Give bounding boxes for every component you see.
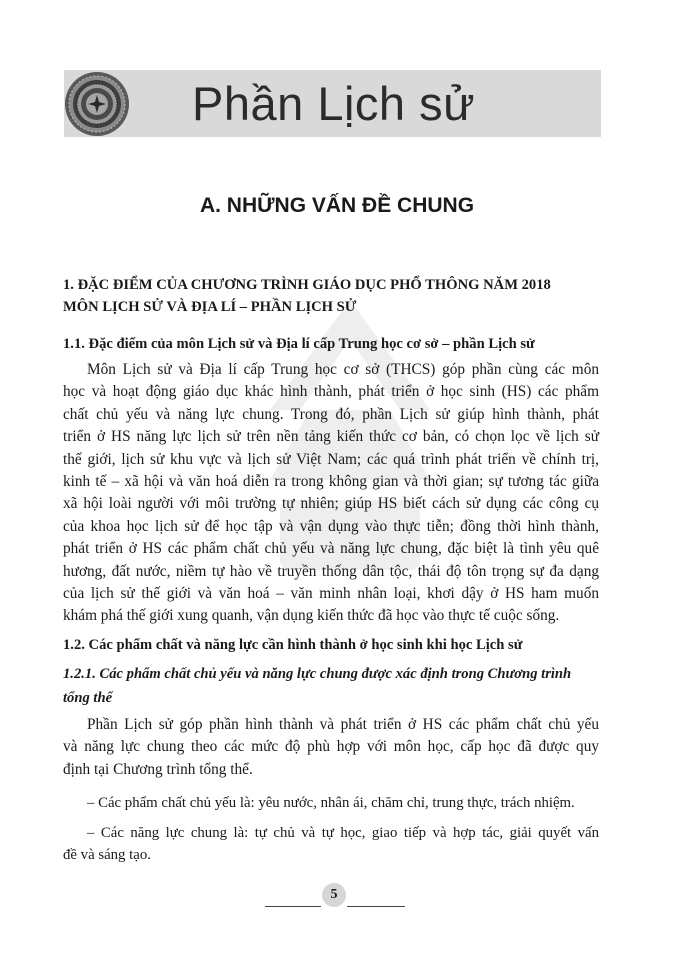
heading-1-line: MÔN LỊCH SỬ VÀ ĐỊA LÍ – PHẦN LỊCH SỬ: [63, 299, 357, 315]
bullet-qualities: – Các phẩm chất chủ yếu là: yêu nước, nhân ái, chăm chỉ, trung thực, trách nhiệm.: [87, 795, 575, 811]
paragraph-line: triển ở HS năng lực lịch sử trên nền tảng kiến thức cơ bản, có chọn lọc về lịch sử: [63, 428, 599, 446]
paragraph-line: khám phá thế giới xung quanh, vận dụng kiến thức đã học vào thực tế cuộc sống.: [63, 607, 560, 625]
heading-1-2-1-line: 1.2.1. Các phẩm chất chủ yếu và năng lực chung được xác định trong Chương trình: [63, 666, 572, 682]
footer-rule-left: [265, 906, 321, 907]
heading-1-1: 1.1. Đặc điểm của môn Lịch sử và Địa lí cấp Trung học cơ sở – phần Lịch sử: [63, 336, 535, 352]
paragraph-2: [63, 714, 599, 781]
paragraph-line: kinh tế – xã hội và văn hoá diễn ra trong không gian và thời gian; sự tương tác giữa: [63, 473, 599, 491]
bullet-competencies: [63, 822, 599, 867]
paragraph-line: của khoa học lịch sử để học tập và vận dụng vào thực tiễn; đồng thời hình thành,: [63, 517, 599, 535]
bronze-drum-emblem-icon: [64, 71, 130, 137]
footer-rule-right: [347, 906, 405, 907]
paragraph-line: và năng lực chung theo các mức độ phù hợp với môn học, cấp học đã được quy: [63, 738, 599, 756]
paragraph-line: của lịch sử thế giới và văn hoá – văn minh nhân loại, khơi dậy ở HS ham muốn: [63, 585, 599, 603]
paragraph-line: định tại Chương trình tổng thể.: [63, 760, 253, 778]
paragraph-line: thế giới, lịch sử khu vực và lịch sử Việt Nam; các quá trình phát triển về chính trị,: [63, 450, 599, 468]
paragraph-line: Môn Lịch sử và Địa lí cấp Trung học cơ sở (THCS) góp phần cùng các môn: [87, 361, 599, 378]
heading-1: [63, 274, 623, 318]
bullet-line: – Các năng lực chung là: tự chủ và tự học, giao tiếp và hợp tác, giải quyết vấn: [87, 825, 599, 841]
paragraph-line: hương, đất nước, niềm tự hào về truyền thống dân tộc, thái độ tôn trọng sự đa dạng: [63, 562, 599, 580]
heading-1-line: 1. ĐẶC ĐIỂM CỦA CHƯƠNG TRÌNH GIÁO DỤC PHỔ THÔNG NĂM 2018: [63, 277, 551, 293]
part-title: Phần Lịch sử: [192, 77, 476, 130]
page-number: 5: [322, 883, 346, 907]
bullet-line: đề và sáng tạo.: [63, 847, 151, 864]
paragraph-1: [63, 359, 599, 628]
heading-1-2: 1.2. Các phẩm chất và năng lực cần hình thành ở học sinh khi học Lịch sử: [63, 637, 523, 653]
paragraph-line: học và hoạt động giáo dục khác hình thành, phát triển ở học sinh (HS) các phẩm: [63, 383, 599, 401]
paragraph-line: xã hội loài người với môi trường tự nhiên; giúp HS biết cách sử dụng các công cụ: [63, 495, 599, 513]
paragraph-line: Phần Lịch sử góp phần hình thành và phát triển ở HS các phẩm chất chủ yếu: [87, 716, 599, 733]
paragraph-line: phát triển ở HS các phẩm chất chủ yếu và năng lực chung, đặc biệt là tình yêu quê: [63, 540, 599, 558]
heading-1-2-1-line: tổng thể: [63, 690, 113, 706]
heading-1-2-1: [63, 662, 599, 710]
section-title: A. NHỮNG VẤN ĐỀ CHUNG: [199, 194, 475, 217]
paragraph-line: chất chủ yếu và năng lực chung. Trong đó, phần Lịch sử giúp hình thành, phát: [63, 405, 599, 423]
